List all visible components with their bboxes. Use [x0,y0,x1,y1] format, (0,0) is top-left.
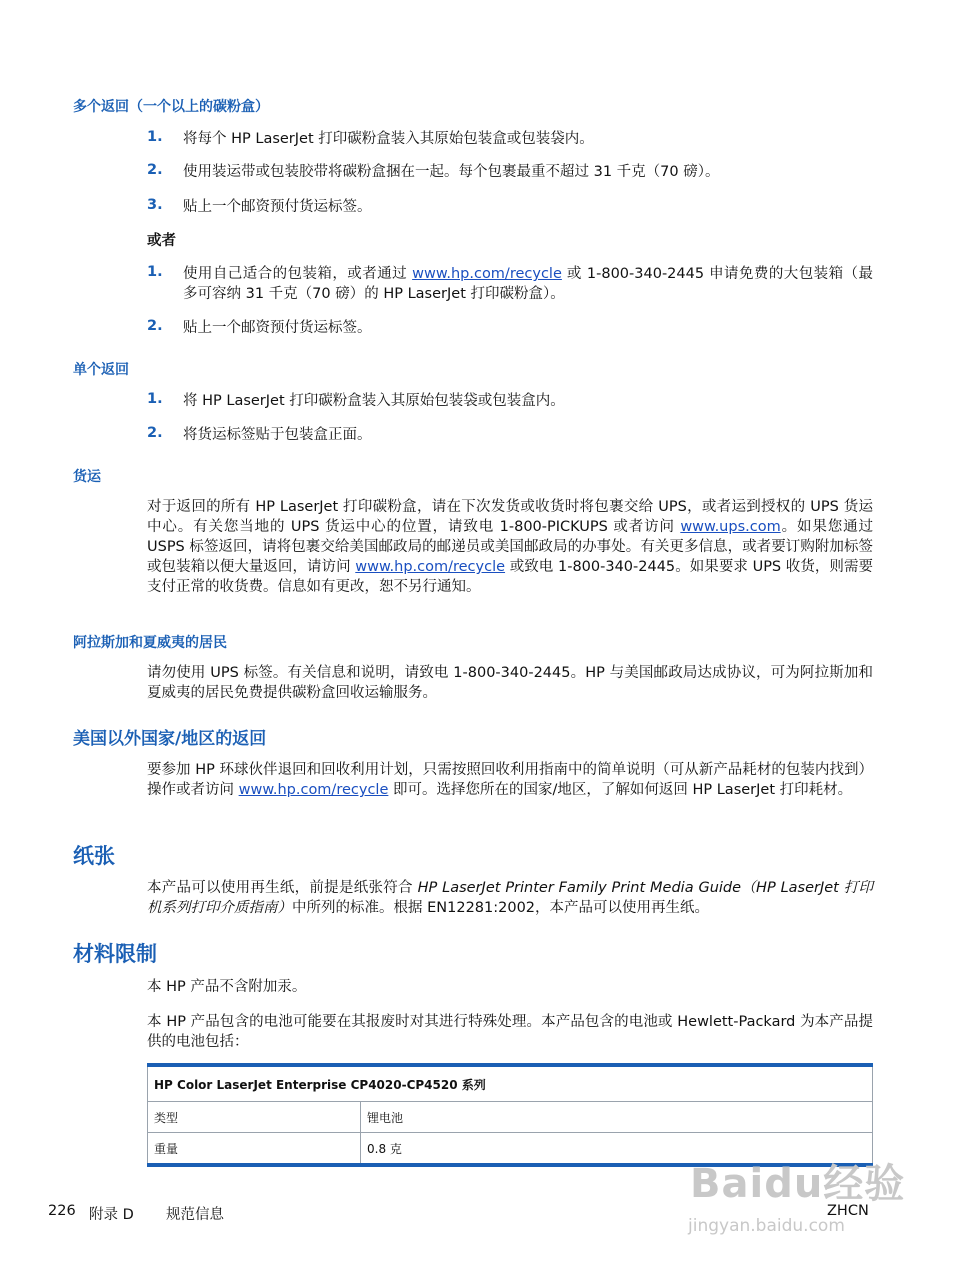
step-text: 使用装运带或包装胶带将碳粉盒捆在一起。每个包裹最重不超过 31 千克（70 磅）。 [183,164,720,180]
heading-multiple-returns: 多个返回（一个以上的碳粉盒） [73,99,269,115]
alaska-paragraph: 请勿使用 UPS 标签。有关信息和说明，请致电 1-800-340-2445。HP 与美国邮政局达成协议，可为阿拉斯加和夏威夷的居民免费提供碳粉盒回收运输服务。 [147,665,873,701]
step-number: 1. [147,129,163,145]
footer-title: 规范信息 [166,1207,224,1223]
footer-locale: ZHCN [827,1203,869,1219]
footer-section: 附录 D [89,1207,134,1223]
step-number: 2. [147,318,163,334]
step-text: 贴上一个邮资预付货运标签。 [183,320,372,336]
table-cell-label: 重量 [148,1133,361,1166]
table-cell-value: 锂电池 [361,1102,873,1133]
table-cell-label: 类型 [148,1102,361,1133]
heading-alaska-hawaii: 阿拉斯加和夏威夷的居民 [73,635,227,651]
non-us-paragraph: 要参加 HP 环球伙伴退回和回收利用计划，只需按照回收利用指南中的简单说明（可从新产品耗材的包装内找到）操作或者访问 www.hp.com/recycle 即可。选择您所在的国家/地区，了解如何返回 HP LaserJet 打印耗材。 [147,762,873,798]
baidu-watermark-logo: Baidu经验 [690,1161,906,1207]
or-label: 或者 [147,233,176,249]
heading-single-return: 单个返回 [73,362,129,378]
recycle-link[interactable]: www.hp.com/recycle [412,266,562,282]
recycle-link[interactable]: www.hp.com/recycle [355,559,506,575]
step-text: 将 HP LaserJet 打印碳粉盒装入其原始包装袋或包装盒内。 [183,393,565,409]
table-header-row [148,1065,873,1102]
step-text: 贴上一个邮资预付货运标签。 [183,199,372,215]
heading-shipping: 货运 [73,469,101,485]
material-paragraph-2: 本 HP 产品包含的电池可能要在其报废时对其进行特殊处理。本产品包含的电池或 Hewlett-Packard 为本产品提供的电池包括： [147,1014,873,1050]
baidu-watermark-url: jingyan.baidu.com [688,1216,845,1236]
step-number: 1. [147,264,163,280]
step-text: 使用自己适合的包装箱，或者通过 www.hp.com/recycle 或 1-800-340-2445 申请免费的大包装箱（最多可容纳 31 千克（70 磅）的 HP LaserJet 打印碳粉盒）。 [183,266,873,302]
heading-paper: 纸张 [73,844,115,868]
material-paragraph-1: 本 HP 产品不含附加汞。 [147,979,307,995]
shipping-paragraph: 对于返回的所有 HP LaserJet 打印碳粉盒，请在下次发货或收货时将包裹交给 UPS，或者运到授权的 UPS 货运中心。有关您当地的 UPS 货运中心的位置，请致电 1-800-PICKUPS 或者访问 www.ups.com。如果您通过 USPS 标签返回，请将包裹交给美国邮政局的邮递员或美国邮政局的办事处。有关更多信息，或者要订购附加标签或包装箱以便大量返回，请访问 www.hp.com/recycle 或致电 1-800-340-2445。如果要求 UPS 收货，则需要支付正常的收货费。信息如有更改，恕不另行通知。 [147,499,874,595]
step-number: 3. [147,197,163,213]
table-header: HP Color LaserJet Enterprise CP4020-CP4520 系列 [148,1065,873,1102]
step-number: 2. [147,162,163,178]
table-row [148,1102,873,1133]
heading-material-restrictions: 材料限制 [73,942,157,966]
ups-link[interactable]: www.ups.com [680,519,781,535]
heading-non-us-returns: 美国以外国家/地区的返回 [73,729,267,749]
step-number: 2. [147,425,163,441]
paper-paragraph: 本产品可以使用再生纸，前提是纸张符合 HP LaserJet Printer Family Print Media Guide（HP LaserJet 打印机系列打印介质指南）中所列的标准。根据 EN12281:2002，本产品可以使用再生纸。 [147,880,874,916]
step-text: 将每个 HP LaserJet 打印碳粉盒装入其原始包装盒或包装袋内。 [183,131,594,147]
table-cell-value: 0.8 克 [361,1133,873,1166]
step-number: 1. [147,391,163,407]
page-number: 226 [48,1203,76,1219]
step-text: 将货运标签贴于包装盒正面。 [183,427,372,443]
recycle-link[interactable]: www.hp.com/recycle [238,782,389,798]
